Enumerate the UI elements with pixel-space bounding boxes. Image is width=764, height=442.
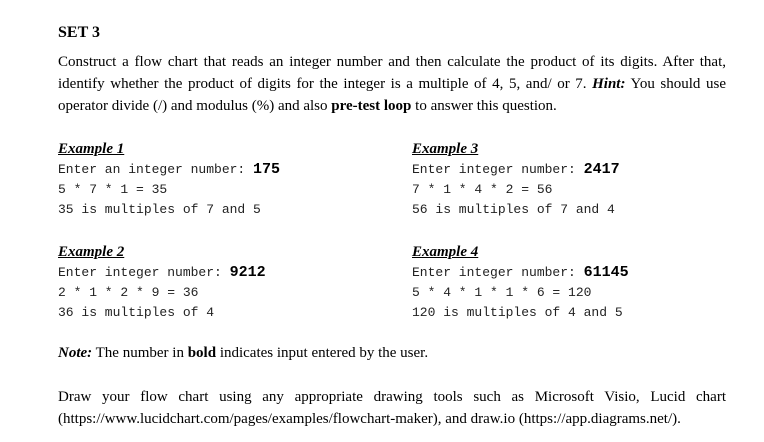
user-input: 61145 [583,264,629,281]
example-prompt-line [412,263,752,283]
prompt-text: Enter an integer number: [58,162,254,177]
example-result-line: 120 is multiples of 4 and 5 [412,305,623,320]
prompt-text: Enter integer number: [412,265,584,280]
example-title: Example 3 [412,141,479,157]
example-calc-line: 2 * 1 * 2 * 9 = 36 [58,285,199,300]
example-4 [412,244,752,323]
example-prompt-line [58,160,398,180]
prompt-text: Enter integer number: [58,265,230,280]
pretest-loop-emphasis: pre-test loop [331,98,412,114]
example-title: Example 1 [58,141,125,157]
prompt-text: Enter integer number: [412,162,584,177]
note-text-1: The number in [92,345,188,361]
question-text-2: You should use operator divide (/) and modulus (%) and also [58,76,726,114]
example-title: Example 4 [412,244,479,260]
example-result-line: 35 is multiples of 7 and 5 [58,202,261,217]
closing-paragraph: Draw your flow chart using any appropriate drawing tools such as Microsoft Visio, Lucid chart (https://www.lucidchart.com/pages/examples/flowchart-maker), and draw.io (https://app.diagrams.net/). [58,389,726,427]
example-3 [412,141,752,220]
example-prompt-line [412,160,752,180]
example-1 [58,141,398,220]
user-input: 175 [253,161,281,178]
question-text-1: Construct a flow chart that reads an integer number and then calculate the product of its digits. After that, identify whether the product of digits for the integer is a multiple of 4, 5, and/ or 7. [58,54,726,92]
user-input: 2417 [583,161,620,178]
example-calc-line: 5 * 7 * 1 = 35 [58,182,168,197]
user-input: 9212 [229,264,266,281]
example-result-line: 56 is multiples of 7 and 4 [412,202,615,217]
question-text-3: to answer this question. [411,98,557,114]
example-prompt-line [58,263,398,283]
hint-label: Hint: [592,76,626,92]
example-2 [58,244,398,323]
example-result-line: 36 is multiples of 4 [58,305,215,320]
set-title: SET 3 [58,24,100,41]
example-title: Example 2 [58,244,125,260]
note-label: Note: [58,345,93,361]
note-text-2: indicates input entered by the user. [216,345,429,361]
example-calc-line: 7 * 1 * 4 * 2 = 56 [412,182,553,197]
note-bold-word: bold [187,345,217,361]
note-line [58,345,428,362]
question-paragraph [58,51,726,117]
example-calc-line: 5 * 4 * 1 * 1 * 6 = 120 [412,285,592,300]
